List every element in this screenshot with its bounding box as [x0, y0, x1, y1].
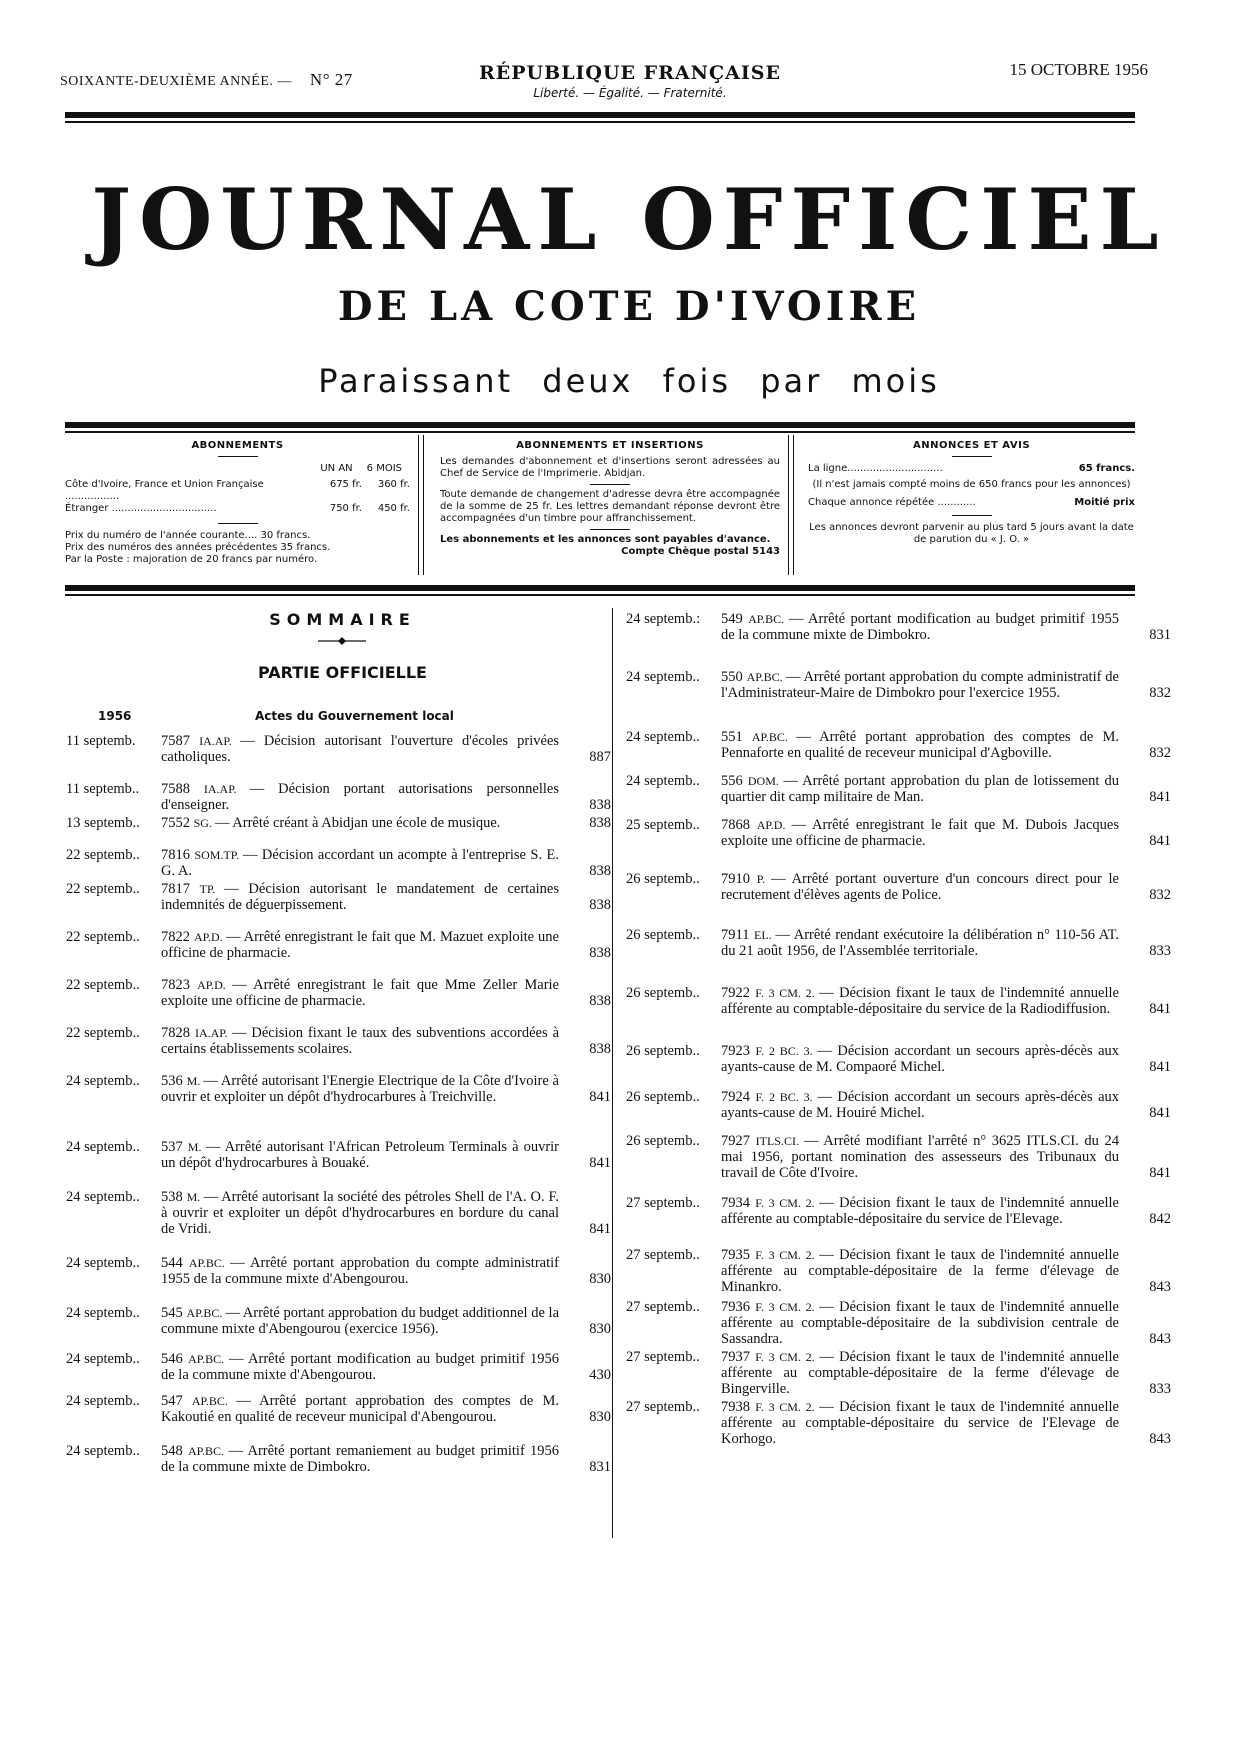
year-label: 1956 [98, 709, 132, 723]
entry-text: — Arrêté autorisant l'Energie Electrique de la Côte d'Ivoire à ouvrir et exploiter un dépôt d'hydrocarbures à Treichville. [161, 1073, 559, 1105]
announcement-row [808, 463, 1135, 475]
box-separator [418, 435, 424, 575]
entry-text: — Décision autorisant l'ouverture d'écoles privées catholiques. [161, 733, 560, 765]
entry-text: — Décision fixant le taux de l'indemnité annuelle afférente au comptable-dépositaire de la subdivision centrale de Sassandra. [721, 1299, 1119, 1347]
entry-page-number: 841 [589, 1155, 611, 1171]
entry-date: 24 septemb.. [66, 1443, 140, 1459]
entry-description [161, 847, 559, 879]
entry-page-number: 843 [1149, 1431, 1171, 1447]
entry-date: 24 septemb.: [626, 611, 701, 627]
insertions-payment: Les abonnements et les annonces sont payables d'avance. [440, 534, 771, 545]
entry-code: ITLS.CI. [755, 1134, 804, 1148]
entry-code: AP.BC. [751, 730, 797, 744]
entry-reference: 7938 [721, 1399, 756, 1415]
row-price: Moitié prix [1074, 497, 1135, 508]
divider [952, 456, 992, 457]
entry-code: AP.BC. [188, 1352, 229, 1366]
entry-description [161, 1073, 559, 1105]
entry-description [721, 817, 1119, 849]
entry-text: — Décision autorisant le mandatement de certaines indemnités de déguerpissement. [161, 881, 559, 913]
sommaire-entry [66, 1393, 611, 1425]
entry-code: M. [186, 1074, 204, 1088]
entry-date: 24 septemb.. [626, 729, 700, 745]
sommaire-entry [626, 1247, 1171, 1295]
divider [590, 484, 630, 485]
entry-description [161, 1351, 559, 1383]
entry-date: 27 septemb.. [626, 1299, 700, 1315]
sommaire-entry [626, 1195, 1171, 1227]
entry-text: — Décision fixant le taux des subventions accordées à certains établissements scolaires. [161, 1025, 560, 1057]
divider [590, 529, 630, 530]
entry-date: 24 septemb.. [626, 669, 700, 685]
republic-title: RÉPUBLIQUE FRANÇAISE [479, 62, 781, 84]
subscription-row [65, 503, 410, 515]
entry-description [721, 927, 1119, 959]
entry-description [721, 871, 1119, 903]
edition-line [60, 70, 353, 90]
entry-text: — Arrêté enregistrant le fait que Mme Zeller Marie exploite une officine de pharmacie. [161, 977, 559, 1009]
entry-reference: 7923 [721, 1043, 756, 1059]
entry-date: 24 septemb.. [66, 1351, 140, 1367]
entry-code: AP.BC. [186, 1306, 226, 1320]
entry-date: 24 septemb.. [66, 1255, 140, 1271]
entry-description [161, 1443, 559, 1475]
entry-reference: 7911 [721, 927, 754, 943]
sommaire-entry [66, 881, 611, 913]
entry-reference: 7924 [721, 1089, 756, 1105]
entry-reference: 7868 [721, 817, 757, 833]
entry-code: AP.BC. [748, 612, 789, 626]
entry-text: — Arrêté rendant exécutoire la délibération n° 110-56 AT. du 21 août 1956, de l'Assemblée territoriale. [721, 927, 1119, 959]
entry-date: 24 septemb.. [626, 773, 700, 789]
entry-reference: 538 [161, 1189, 187, 1205]
entry-date: 26 septemb.. [626, 927, 700, 943]
header-rule-thin [65, 121, 1135, 123]
entry-reference: 551 [721, 729, 752, 745]
entry-code: F. 3 CM. 2. [755, 1350, 820, 1364]
sommaire-entry [66, 781, 611, 813]
entry-description [161, 1139, 559, 1171]
issue-date: 15 OCTOBRE 1956 [1009, 60, 1148, 79]
entry-reference: 7922 [721, 985, 756, 1001]
entry-page-number: 832 [1149, 887, 1171, 903]
sommaire-entry [66, 1025, 611, 1057]
entry-text: — Arrêté portant approbation des comptes de M. Kakoutié en qualité de receveur municipal d'Abengourou. [161, 1393, 559, 1425]
entry-reference: 548 [161, 1443, 188, 1459]
price-note: Prix du numéro de l'année courante.... 30 francs. [65, 530, 311, 541]
journal-title: JOURNAL OFFICIEL [91, 170, 1167, 269]
entry-description [161, 815, 559, 831]
sommaire-entry [626, 669, 1171, 701]
entry-date: 26 septemb.. [626, 1043, 700, 1059]
postal-account: Compte Chèque postal 5143 [621, 546, 780, 557]
entry-code: SG. [193, 816, 215, 830]
entry-code: DOM. [747, 774, 784, 788]
entry-code: F. 3 CM. 2. [755, 1400, 820, 1414]
entry-date: 24 septemb.. [66, 1189, 140, 1205]
entry-page-number: 830 [589, 1409, 611, 1425]
entry-text: — Décision fixant le taux de l'indemnité annuelle afférente au comptable-dépositaire du service de l'Elevage. [721, 1195, 1119, 1227]
row-price-six: 450 fr. [377, 503, 410, 514]
divider [218, 523, 258, 524]
entry-code: F. 3 CM. 2. [755, 1196, 820, 1210]
entry-date: 22 septemb.. [66, 929, 140, 945]
entry-reference: 7552 [161, 815, 194, 831]
sommaire-entry [626, 1349, 1171, 1397]
entry-reference: 7816 [161, 847, 195, 863]
entry-page-number: 887 [589, 749, 611, 765]
entry-page-number: 832 [1149, 745, 1171, 761]
entry-reference: 7927 [721, 1133, 756, 1149]
entry-code: IA.AP. [199, 734, 241, 748]
entry-code: F. 3 CM. 2. [755, 986, 820, 1000]
info-rule-thin [65, 594, 1135, 596]
col-six-mois: 6 MOIS [366, 463, 402, 474]
row-price-year: 675 fr. [329, 479, 362, 490]
entry-description [721, 1247, 1119, 1295]
entry-description [161, 1255, 559, 1287]
sommaire-entry [626, 729, 1171, 761]
divider [952, 515, 992, 516]
entry-page-number: 838 [589, 797, 611, 813]
entry-date: 27 septemb.. [626, 1349, 700, 1365]
insertions-text: Toute demande de changement d'adresse devra être accompagnée de la somme de 25 fr. Les lettres demandant réponse devront être accompagnées d'un timbre pour affranchissement. [440, 489, 780, 524]
entry-reference: 7587 [161, 733, 200, 749]
entry-description [161, 1393, 559, 1425]
entry-page-number: 838 [589, 993, 611, 1009]
divider [218, 456, 258, 457]
row-price-year: 750 fr. [329, 503, 362, 514]
entry-reference: 556 [721, 773, 748, 789]
entry-text: — Arrêté portant approbation du compte administratif 1955 de la commune mixte d'Abengourou. [161, 1255, 559, 1287]
entry-description [721, 985, 1119, 1017]
entry-description [721, 669, 1119, 701]
row-label: Chaque annonce répétée ............ [808, 497, 976, 508]
sommaire-entry [626, 773, 1171, 805]
entry-description [161, 1189, 559, 1237]
entry-page-number: 838 [589, 1041, 611, 1057]
entry-reference: 7935 [721, 1247, 756, 1263]
entry-page-number: 843 [1149, 1279, 1171, 1295]
entry-page-number: 841 [589, 1221, 611, 1237]
entry-text: — Arrêté portant modification au budget primitif 1956 de la commune mixte d'Abengourou. [161, 1351, 560, 1383]
entry-page-number: 841 [1149, 1059, 1171, 1075]
row-label: Étranger ................................. [65, 503, 217, 514]
entry-description [161, 929, 559, 961]
entry-date: 27 septemb.. [626, 1195, 700, 1211]
entry-description [721, 1043, 1119, 1075]
entry-page-number: 833 [1149, 943, 1171, 959]
subscription-box [65, 440, 410, 575]
entry-date: 26 septemb.. [626, 871, 700, 887]
price-note: Prix des numéros des années précédentes 35 francs. [65, 542, 331, 553]
sommaire-entry [66, 1255, 611, 1287]
entry-code: M. [186, 1190, 204, 1204]
entry-description [721, 773, 1119, 805]
entry-page-number: 841 [1149, 1001, 1171, 1017]
announcements-heading: ANNONCES ET AVIS [912, 440, 1031, 451]
entry-page-number: 842 [1149, 1211, 1171, 1227]
entry-page-number: 841 [1149, 789, 1171, 805]
sommaire-entry [626, 817, 1171, 849]
header-rule [65, 112, 1135, 118]
sommaire-entry [626, 871, 1171, 903]
sommaire-entry [626, 927, 1171, 959]
entry-page-number: 831 [589, 1459, 611, 1475]
entry-date: 27 septemb.. [626, 1247, 700, 1263]
entry-text: — Décision accordant un secours après-décès aux ayants-cause de M. Houiré Michel. [721, 1089, 1120, 1121]
entry-date: 22 septemb.. [66, 1025, 140, 1041]
deadline-note: Les annonces devront parvenir au plus tard 5 jours avant la date de parution du « J. O. » [809, 522, 1134, 545]
sommaire-entry [626, 1133, 1171, 1181]
sommaire-entry [66, 1139, 611, 1171]
sommaire-entry [66, 733, 611, 765]
entry-page-number: 843 [1149, 1331, 1171, 1347]
entry-description [161, 781, 559, 813]
entry-text: — Arrêté portant ouverture d'un concours direct pour le recrutement d'élèves agents de Police. [721, 871, 1119, 903]
entry-text: — Arrêté portant modification au budget primitif 1955 de la commune mixte de Dimbokro. [721, 611, 1120, 643]
entry-code: AP.D. [193, 930, 226, 944]
entry-reference: 7937 [721, 1349, 756, 1365]
entry-code: TP. [199, 882, 225, 896]
entry-reference: 7828 [161, 1025, 195, 1041]
entry-page-number: 841 [1149, 1105, 1171, 1121]
entry-reference: 7936 [721, 1299, 756, 1315]
entry-code: F. 2 BC. 3. [755, 1044, 818, 1058]
col-un-an: UN AN [320, 463, 353, 474]
entry-text: — Arrêté portant approbation du plan de lotissement du quartier dit camp militaire de Man. [721, 773, 1119, 805]
entry-description [161, 1025, 559, 1057]
sommaire-entry [626, 1299, 1171, 1347]
entry-date: 26 septemb.. [626, 1133, 700, 1149]
entry-page-number: 841 [1149, 1165, 1171, 1181]
row-label: Côte d'Ivoire, France et Union Française ................. [65, 479, 264, 502]
entry-text: — Arrêté portant approbation du compte administratif de l'Administrateur-Maire de Dimbokro pour l'exercice 1955. [721, 669, 1119, 701]
entry-code: AP.D. [197, 978, 233, 992]
entry-text: — Arrêté autorisant la société des pétroles Shell de l'A. O. F. à ouvrir et exploiter un dépôt d'hydrocarbures en bordure du canal de Vridi. [161, 1189, 560, 1237]
journal-tagline: Paraissant deux fois par mois [318, 362, 940, 400]
entry-text: — Décision fixant le taux de l'indemnité annuelle afférente au comptable-dépositaire du service de la Radiodiffusion. [721, 985, 1119, 1017]
entry-text: — Arrêté portant approbation du budget additionnel de la commune mixte d'Abengourou (exercice 1956). [161, 1305, 559, 1337]
entry-code: F. 3 CM. 2. [755, 1300, 820, 1314]
entry-date: 22 septemb.. [66, 847, 140, 863]
entry-code: SOM.TP. [194, 848, 243, 862]
entry-date: 11 septemb. [66, 733, 136, 749]
republic-block [440, 62, 820, 100]
entry-code: AP.BC. [746, 670, 786, 684]
entry-text: — Arrêté enregistrant le fait que M. Mazuet exploite une officine de pharmacie. [161, 929, 559, 961]
entry-description [721, 1299, 1119, 1347]
sommaire-entry [626, 1043, 1171, 1075]
entry-description [721, 1089, 1119, 1121]
journal-subtitle: DE LA COTE D'IVOIRE [337, 283, 921, 330]
entry-text: — Décision accordant un secours après-décès aux ayants-cause de M. Compaoré Michel. [721, 1043, 1120, 1075]
entry-page-number: 838 [589, 897, 611, 913]
sommaire-entry [626, 1089, 1171, 1121]
entry-text: — Décision accordant un acompte à l'entreprise S. E. G. A. [161, 847, 560, 879]
entry-description [721, 1133, 1119, 1181]
entry-reference: 546 [161, 1351, 189, 1367]
entry-text: — Décision fixant le taux de l'indemnité annuelle afférente au comptable-dépositaire de la ferme d'élevage de Bingerville. [721, 1349, 1119, 1397]
entry-page-number: 838 [589, 815, 611, 831]
entry-reference: 7817 [161, 881, 200, 897]
entry-page-number: 838 [589, 945, 611, 961]
sommaire-left-column [66, 733, 611, 1533]
entry-page-number: 841 [1149, 833, 1171, 849]
sommaire-entry [66, 1305, 611, 1337]
entry-description [721, 729, 1119, 761]
entry-page-number: 832 [1149, 685, 1171, 701]
entry-code: AP.D. [756, 818, 792, 832]
entry-description [721, 1195, 1119, 1227]
sommaire-entry [66, 977, 611, 1009]
entry-page-number: 830 [589, 1271, 611, 1287]
entry-text: — Décision fixant le taux de l'indemnité annuelle afférente au comptable-dépositaire du service de l'Elevage de Korhogo. [721, 1399, 1119, 1447]
announcements-box [808, 440, 1135, 575]
entry-text: — Arrêté portant remaniement au budget primitif 1956 de la commune mixte de Dimbokro. [161, 1443, 559, 1475]
entry-description [161, 1305, 559, 1337]
entry-reference: 549 [721, 611, 749, 627]
issue-number: N° 27 [309, 70, 353, 89]
sommaire-right-column [626, 611, 1171, 1536]
row-label: La ligne.............................. [808, 463, 943, 474]
entry-code: F. 3 CM. 2. [755, 1248, 820, 1262]
entry-date: 22 septemb.. [66, 881, 140, 897]
info-rule [65, 585, 1135, 591]
entry-date: 24 septemb.. [66, 1139, 140, 1155]
entry-code: P. [756, 872, 772, 886]
entry-date: 11 septemb.. [66, 781, 140, 797]
insertions-text: Les demandes d'abonnement et d'insertions seront adressées au Chef de Service de l'Imprimerie. Abidjan. [440, 456, 780, 479]
sommaire-entry [66, 1189, 611, 1237]
entry-code: AP.BC. [187, 1444, 229, 1458]
sommaire-entry [66, 929, 611, 961]
entry-reference: 547 [161, 1393, 192, 1409]
entry-description [161, 977, 559, 1009]
edition-label: SOIXANTE-DEUXIÈME ANNÉE. — [60, 74, 292, 89]
entry-date: 27 septemb.. [626, 1399, 700, 1415]
entry-date: 26 septemb.. [626, 1089, 700, 1105]
sommaire-entry [66, 1073, 611, 1105]
column-separator [612, 608, 613, 1538]
partie-officielle-heading: PARTIE OFFICIELLE [258, 663, 427, 682]
ornament-icon [318, 636, 366, 646]
republic-motto: Liberté. — Égalité. — Fraternité. [533, 86, 727, 100]
entry-reference: 7934 [721, 1195, 756, 1211]
row-price-six: 360 fr. [377, 479, 410, 490]
entry-date: 24 septemb.. [66, 1073, 140, 1089]
entry-text: — Arrêté modifiant l'arrêté n° 3625 ITLS.CI. du 24 mai 1956, portant nomination des assesseurs des Tribunaux du travail de Côte d'Ivoire. [721, 1133, 1120, 1181]
entry-code: IA.AP. [194, 1026, 232, 1040]
entry-reference: 545 [161, 1305, 187, 1321]
insertions-heading: ABONNEMENTS ET INSERTIONS [516, 440, 704, 451]
entry-date: 26 septemb.. [626, 985, 700, 1001]
entry-text: — Arrêté enregistrant le fait que M. Dubois Jacques exploite une officine de pharmacie. [721, 817, 1120, 849]
entry-reference: 7588 [161, 781, 204, 797]
price-note: Par la Poste : majoration de 20 francs par numéro. [65, 554, 318, 565]
sommaire-entry [626, 985, 1171, 1017]
sommaire-entry [626, 1399, 1171, 1447]
entry-code: AP.BC. [188, 1256, 231, 1270]
entry-description [721, 611, 1119, 643]
entry-reference: 550 [721, 669, 747, 685]
entry-page-number: 830 [589, 1321, 611, 1337]
entry-text: — Décision fixant le taux de l'indemnité annuelle afférente au comptable-dépositaire de la ferme d'élevage de Minankro. [721, 1247, 1119, 1295]
sommaire-title: SOMMAIRE [269, 610, 416, 629]
entry-description [161, 733, 559, 765]
masthead-rule [65, 422, 1135, 428]
entry-code: AP.BC. [191, 1394, 237, 1408]
entry-reference: 7823 [161, 977, 198, 993]
entry-text: — Arrêté autorisant l'African Petroleum Terminals à ouvrir un dépôt d'hydrocarbures à Bouaké. [161, 1139, 560, 1171]
subscription-row [65, 479, 410, 503]
insertions-box [440, 440, 780, 575]
entry-page-number: 430 [589, 1367, 611, 1383]
section-heading: Actes du Gouvernement local [255, 709, 454, 723]
entry-code: F. 2 BC. 3. [755, 1090, 818, 1104]
entry-text: — Arrêté portant approbation des comptes de M. Pennaforte en qualité de receveur municipal d'Agboville. [721, 729, 1119, 761]
entry-reference: 537 [161, 1139, 188, 1155]
entry-page-number: 838 [589, 863, 611, 879]
row-price: 65 francs. [1078, 463, 1135, 474]
subscription-columns [65, 463, 410, 475]
entry-description [721, 1399, 1119, 1447]
entry-code: M. [187, 1140, 206, 1154]
box-separator [788, 435, 794, 575]
entry-description [161, 881, 559, 913]
entry-text: — Décision portant autorisations personnelles d'enseigner. [161, 781, 559, 813]
subscription-heading: ABONNEMENTS [191, 440, 284, 451]
entry-date: 24 septemb.. [66, 1305, 140, 1321]
entry-date: 13 septemb.. [66, 815, 140, 831]
sommaire-entry [66, 1351, 611, 1383]
entry-date: 22 septemb.. [66, 977, 140, 993]
entry-reference: 536 [161, 1073, 187, 1089]
sommaire-entry [66, 847, 611, 879]
announcement-row [808, 497, 1135, 509]
entry-page-number: 831 [1149, 627, 1171, 643]
sommaire-entry [66, 1443, 611, 1475]
masthead-rule-thin [65, 431, 1135, 433]
sommaire-entry [66, 815, 611, 831]
entry-text: — Arrêté créant à Abidjan une école de musique. [214, 815, 501, 831]
entry-reference: 544 [161, 1255, 189, 1271]
entry-reference: 7822 [161, 929, 194, 945]
entry-page-number: 833 [1149, 1381, 1171, 1397]
minimum-note: (Il n'est jamais compté moins de 650 francs pour les annonces) [812, 479, 1131, 490]
entry-date: 25 septemb.. [626, 817, 700, 833]
entry-code: IA.AP. [203, 782, 250, 796]
entry-reference: 7910 [721, 871, 757, 887]
entry-page-number: 841 [589, 1089, 611, 1105]
entry-date: 24 septemb.. [66, 1393, 140, 1409]
entry-description [721, 1349, 1119, 1397]
entry-code: EL. [753, 928, 776, 942]
sommaire-entry [626, 611, 1171, 643]
